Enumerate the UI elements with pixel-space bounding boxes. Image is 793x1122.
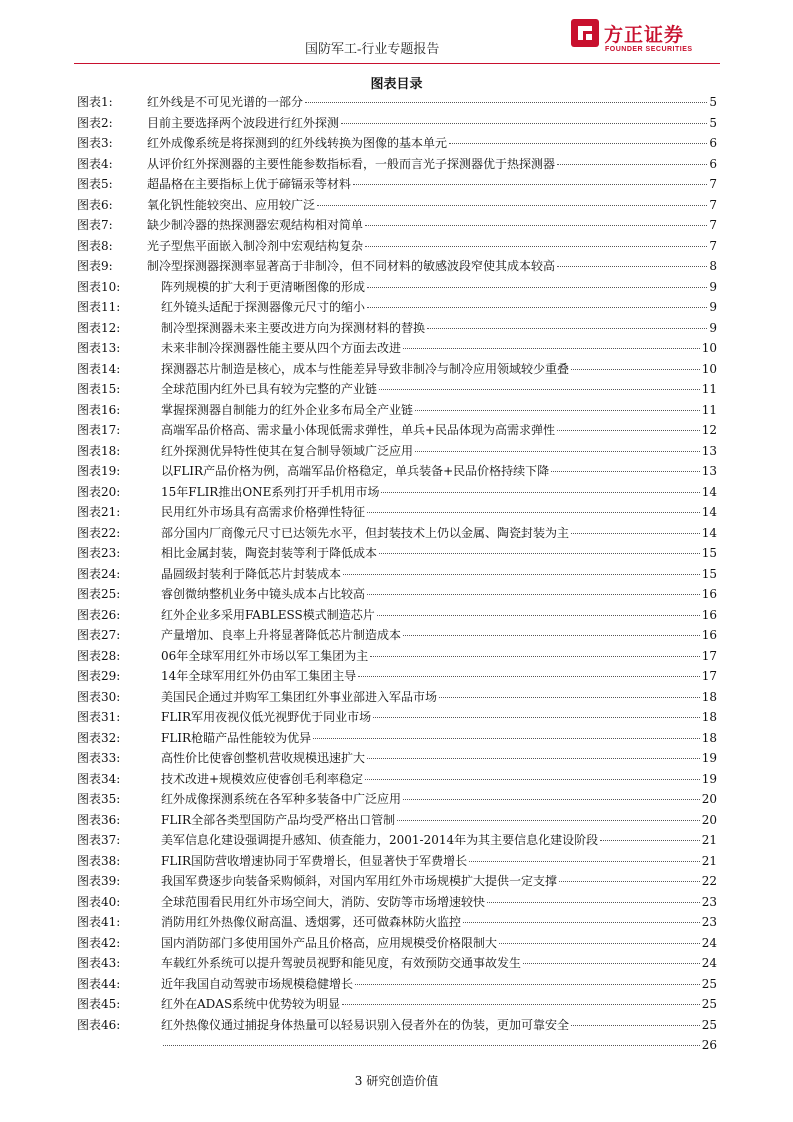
toc-entry-text: FLIR全部各类型国防产品均受严格出口管制 [161, 812, 396, 827]
toc-leader-dots [463, 922, 700, 923]
toc-entry[interactable] [77, 195, 717, 216]
toc-entry-label: 图表31: [77, 710, 121, 724]
toc-entry-text: 相比金属封装，陶瓷封装等利于降低成本 [161, 546, 378, 560]
toc-leader-dots [415, 451, 700, 452]
toc-leader-dots [557, 266, 707, 267]
toc-entry[interactable] [77, 994, 717, 1015]
toc-entry-page: 15 [701, 546, 717, 560]
toc-entry-text: 部分国内厂商像元尺寸已达领先水平，但封装技术上仍以金属、陶瓷封装为主 [161, 525, 570, 540]
toc-entry[interactable] [77, 564, 717, 585]
toc-leader-dots [358, 676, 699, 677]
toc-leader-dots [551, 471, 700, 472]
toc-entry-page: 18 [701, 710, 717, 724]
page-footer: 3 研究创造价值 [354, 1074, 439, 1088]
toc-leader-dots [427, 328, 707, 329]
toc-leader-dots [367, 307, 707, 308]
toc-entry-page: 5 [709, 115, 717, 130]
toc-leader-dots [367, 594, 700, 595]
toc-entry-text: 美军信息化建设强调提升感知、侦查能力，2001-2014年为其主要信息化建设阶段 [161, 833, 599, 847]
toc-entry[interactable] [77, 543, 717, 564]
toc-entry[interactable] [77, 338, 717, 359]
toc-entry-text: 15年FLIR推出ONE系列打开手机用市场 [161, 484, 380, 499]
toc-leader-dots [355, 984, 700, 985]
toc-entry[interactable] [77, 523, 717, 544]
toc-leader-dots [163, 1045, 700, 1046]
toc-leader-dots [343, 574, 700, 575]
toc-entry[interactable] [77, 687, 717, 708]
toc-entry-text: 氧化钒性能较突出、应用较广泛 [147, 197, 316, 212]
toc-entry-page: 12 [701, 423, 717, 437]
toc-leader-dots [397, 820, 700, 821]
toc-leader-dots [353, 184, 707, 185]
toc-leader-dots [365, 779, 700, 780]
toc-entry-text: 以FLIR产品价格为例，高端军品价格稳定，单兵装备+民品价格持续下降 [161, 464, 550, 478]
toc-entry-text: 睿创微纳整机业务中镜头成本占比较高 [161, 587, 366, 601]
toc-entry[interactable] [77, 605, 717, 626]
toc-entry-page: 7 [709, 238, 717, 253]
toc-entry[interactable] [77, 625, 717, 646]
toc-entry-label: 图表43: [77, 956, 121, 970]
toc-entry-text: 红外镜头适配于探测器像元尺寸的缩小 [161, 300, 366, 314]
toc-entry-label: 图表18: [77, 443, 121, 458]
toc-entry-text: 高端军品价格高、需求量小体现低需求弹性，单兵+民品体现为高需求弹性 [161, 423, 556, 437]
toc-entry-label: 图表35: [77, 792, 121, 806]
toc-entry[interactable] [77, 728, 717, 749]
toc-leader-dots [377, 615, 700, 616]
toc-entry-label: 图表45: [77, 997, 121, 1011]
toc-entry-label: 图表40: [77, 894, 121, 909]
toc-entry[interactable] [77, 666, 717, 687]
toc-entry-page: 6 [709, 156, 717, 171]
toc-leader-dots [341, 123, 707, 124]
toc-leader-dots [487, 902, 700, 903]
toc-entry-text: FLIR国防营收增速协同于军费增长，但显著快于军费增长 [161, 853, 468, 868]
toc-entry-page: 6 [709, 136, 717, 150]
toc-entry-page: 25 [701, 1017, 717, 1032]
toc-entry[interactable] [77, 748, 717, 769]
toc-entry-page: 18 [701, 689, 717, 704]
toc-entry-page: 23 [701, 915, 717, 929]
founder-logo-icon [570, 18, 600, 48]
toc-leader-dots [600, 840, 700, 841]
toc-leader-dots [557, 164, 707, 165]
toc-entry-label: 图表16: [77, 402, 121, 417]
toc-leader-dots [403, 635, 700, 636]
logo-chinese-name: 方正证券 [604, 24, 685, 46]
toc-entry-label: 图表36: [77, 812, 121, 827]
toc-entry[interactable] [77, 584, 717, 605]
toc-entry-page: 19 [701, 751, 717, 765]
toc-entry[interactable] [77, 1035, 717, 1056]
toc-entry-text: 制冷型探测器探测率显著高于非制冷，但不同材料的敏感波段窄使其成本较高 [147, 259, 556, 273]
toc-entry-label: 图表5: [77, 177, 113, 191]
toc-entry[interactable] [77, 400, 717, 421]
toc-entry-page: 25 [701, 997, 717, 1011]
toc-title: 图表目录 [370, 77, 423, 92]
toc-entry-text: 车载红外系统可以提升驾驶员视野和能见度，有效预防交通事故发生 [161, 956, 522, 970]
toc-leader-dots [571, 1025, 700, 1026]
toc-entry-text: 红外探测优异特性使其在复合制导领域广泛应用 [161, 443, 414, 458]
toc-entry-page: 9 [709, 300, 717, 314]
toc-entry-label: 图表14: [77, 361, 121, 376]
toc-entry[interactable] [77, 851, 717, 872]
toc-entry-page: 8 [709, 259, 717, 273]
toc-entry-page: 7 [709, 218, 717, 232]
toc-leader-dots [559, 881, 700, 882]
toc-entry-label: 图表30: [77, 689, 121, 704]
toc-entry[interactable] [77, 974, 717, 995]
toc-entry[interactable] [77, 92, 717, 113]
toc-entry[interactable] [77, 318, 717, 339]
toc-entry-page: 13 [701, 464, 717, 478]
toc-entry[interactable] [77, 646, 717, 667]
toc-leader-dots [317, 205, 707, 206]
toc-entry[interactable] [77, 236, 717, 257]
toc-leader-dots [403, 348, 700, 349]
toc-entry-page: 20 [701, 812, 717, 827]
toc-entry[interactable] [77, 277, 717, 298]
toc-entry[interactable] [77, 215, 717, 236]
toc-entry[interactable] [77, 297, 717, 318]
toc-leader-dots [365, 246, 707, 247]
toc-entry-text: 从评价红外探测器的主要性能参数指标看，一般而言光子探测器优于热探测器 [147, 156, 556, 171]
toc-entry-label: 图表24: [77, 566, 121, 581]
toc-leader-dots [342, 1004, 700, 1005]
toc-entry[interactable] [77, 379, 717, 400]
toc-entry-text: 14年全球军用红外仍由军工集团主导 [161, 669, 357, 683]
toc-entry-text: 近年我国自动驾驶市场规模稳健增长 [161, 976, 354, 991]
toc-entry-text: FLIR枪瞄产品性能较为优异 [161, 730, 312, 745]
toc-entry-text: 未来非制冷探测器性能主要从四个方面去改进 [161, 341, 402, 355]
toc-entry-page: 9 [709, 279, 717, 294]
toc-entry-text: 晶圆级封装利于降低芯片封装成本 [161, 566, 342, 581]
toc-leader-dots [367, 758, 700, 759]
toc-leader-dots [523, 963, 700, 964]
toc-entry[interactable] [77, 953, 717, 974]
toc-entry-page: 17 [701, 648, 717, 663]
toc-entry-label: 图表6: [77, 197, 113, 212]
toc-leader-dots [439, 697, 700, 698]
toc-leader-dots [370, 656, 699, 657]
toc-entry[interactable] [77, 810, 717, 831]
toc-entry-label: 图表46: [77, 1017, 121, 1032]
toc-entry-label: 图表28: [77, 648, 121, 663]
toc-leader-dots [305, 102, 707, 103]
toc-entry[interactable] [77, 789, 717, 810]
toc-entry-page: 14 [701, 484, 717, 499]
toc-entry-label: 图表12: [77, 320, 121, 335]
toc-entry-text: 全球范围内红外已具有较为完整的产业链 [161, 382, 378, 396]
toc-leader-dots [571, 533, 700, 534]
toc-leader-dots [469, 861, 700, 862]
toc-entry-text: 国内消防部门多使用国外产品且价格高，应用规模受价格限制大 [161, 935, 498, 950]
toc-entry-page: 5 [709, 95, 717, 109]
toc-entry-label: 图表33: [77, 751, 121, 765]
toc-entry-page: 11 [701, 382, 717, 396]
toc-entry-text: 全球范围看民用红外市场空间大，消防、安防等市场增速较快 [161, 894, 486, 909]
toc-entry-page: 16 [701, 587, 717, 601]
toc-leader-dots [381, 492, 699, 493]
toc-entry-text: 目前主要选择两个波段进行红外探测 [147, 115, 340, 130]
toc-entry[interactable] [77, 502, 717, 523]
toc-entry-page: 7 [709, 177, 717, 191]
toc-entry-text: 产量增加、良率上升将显著降低芯片制造成本 [161, 628, 402, 642]
toc-entry[interactable] [77, 133, 717, 154]
toc-entry-label: 图表29: [77, 669, 121, 683]
toc-leader-dots [367, 512, 700, 513]
toc-entry-page: 21 [701, 833, 717, 847]
toc-entry-page: 9 [709, 320, 717, 335]
toc-entry-text: 我国军费逐步向装备采购倾斜，对国内军用红外市场规模扩大提供一定支撑 [161, 874, 558, 888]
toc-entry-label: 图表1: [77, 95, 113, 109]
toc-entry-page: 15 [701, 566, 717, 581]
toc-leader-dots [557, 430, 700, 431]
toc-entry-label: 图表11: [77, 300, 121, 314]
report-title: 国防军工-行业专题报告 [305, 41, 440, 56]
toc-entry[interactable] [77, 154, 717, 175]
toc-entry-text: 消防用红外热像仪耐高温、透烟雾，还可做森林防火监控 [161, 915, 462, 929]
toc-leader-dots [499, 943, 700, 944]
toc-entry[interactable] [77, 461, 717, 482]
toc-entry-text: 红外线是不可见光谱的一部分 [147, 95, 304, 109]
toc-entry-label: 图表44: [77, 976, 121, 991]
toc-leader-dots [373, 717, 700, 718]
toc-entry[interactable] [77, 420, 717, 441]
toc-entry-page: 17 [701, 669, 717, 683]
toc-entry-page: 10 [701, 341, 717, 355]
toc-entry[interactable] [77, 933, 717, 954]
toc-entry-label: 图表39: [77, 874, 121, 888]
toc-entry-page: 14 [701, 505, 717, 519]
toc-entry-text: 美国民企通过并购军工集团红外事业部进入军品市场 [161, 689, 438, 704]
toc-entry-label: 图表42: [77, 935, 121, 950]
toc-leader-dots [365, 225, 707, 226]
toc-entry-page: 7 [709, 197, 717, 212]
toc-leader-dots [379, 389, 700, 390]
toc-entry-label: 图表9: [77, 259, 113, 273]
toc-entry-text: 光子型焦平面嵌入制冷剂中宏观结构复杂 [147, 238, 364, 253]
toc-entry[interactable] [77, 1015, 717, 1036]
toc-entry[interactable] [77, 912, 717, 933]
toc-entry-page: 14 [701, 525, 717, 540]
page-header [74, 14, 720, 62]
toc-entry-label: 图表4: [77, 156, 113, 171]
toc-entry-label: 图表10: [77, 279, 121, 294]
toc-entry-label: 图表23: [77, 546, 121, 560]
toc-entry-text: 制冷型探测器未来主要改进方向为探测材料的替换 [161, 320, 426, 335]
toc-entry-page: 16 [701, 607, 717, 622]
toc-entry-label: 图表38: [77, 853, 121, 868]
toc-entry-text: 红外成像系统是将探测到的红外线转换为图像的基本单元 [147, 136, 448, 150]
toc-entry-text: 红外在ADAS系统中优势较为明显 [161, 997, 341, 1011]
toc-entry[interactable] [77, 482, 717, 503]
toc-entry[interactable] [77, 769, 717, 790]
toc-entry-text: 红外企业多采用FABLESS模式制造芯片 [161, 607, 375, 622]
toc-leader-dots [415, 410, 700, 411]
toc-entry[interactable] [77, 174, 717, 195]
toc-entry-label: 图表34: [77, 771, 121, 786]
toc-entry-label: 图表8: [77, 238, 113, 253]
toc-entry-page: 10 [701, 361, 717, 376]
header-divider [74, 63, 720, 64]
toc-entry-label: 图表32: [77, 730, 121, 745]
toc-entry-label: 图表27: [77, 628, 121, 642]
toc-leader-dots [449, 143, 707, 144]
toc-entry[interactable] [77, 871, 717, 892]
toc-entry-text: 红外热像仪通过捕捉身体热量可以轻易识别入侵者外在的伪装，更加可靠安全 [161, 1017, 570, 1032]
toc-entry-text: 06年全球军用红外市场以军工集团为主 [161, 648, 369, 663]
toc-leader-dots [379, 553, 700, 554]
toc-entry-label: 图表2: [77, 115, 113, 130]
toc-entry-page: 26 [701, 1038, 717, 1052]
toc-entry-page: 16 [701, 628, 717, 642]
figure-index-list [77, 92, 717, 1056]
toc-entry-page: 22 [701, 874, 717, 888]
toc-entry-page: 20 [701, 792, 717, 806]
toc-entry-page: 18 [701, 730, 717, 745]
toc-entry-text: 民用红外市场具有高需求价格弹性特征 [161, 505, 366, 519]
toc-entry-label: 图表13: [77, 341, 121, 355]
toc-entry-label: 图表7: [77, 218, 113, 232]
toc-entry-text: 红外成像探测系统在各军种多装备中广泛应用 [161, 792, 402, 806]
toc-entry-text: 技术改进+规模效应使睿创毛利率稳定 [161, 771, 364, 786]
toc-entry-page: 13 [701, 443, 717, 458]
toc-entry-page: 21 [701, 853, 717, 868]
toc-entry[interactable] [77, 441, 717, 462]
toc-entry-text: 探测器芯片制造是核心，成本与性能差异导致非制冷与制冷应用领域较少重叠 [161, 361, 570, 376]
toc-entry[interactable] [77, 830, 717, 851]
founder-securities-logo [570, 14, 720, 62]
toc-entry[interactable] [77, 892, 717, 913]
toc-entry-text: 超晶格在主要指标上优于碲镉汞等材料 [147, 177, 352, 191]
toc-entry-page: 24 [701, 956, 717, 970]
toc-entry-label: 图表15: [77, 382, 121, 396]
toc-entry-label: 图表17: [77, 423, 121, 437]
toc-entry-text: 高性价比使睿创整机营收规模迅速扩大 [161, 751, 366, 765]
toc-leader-dots [367, 287, 707, 288]
toc-leader-dots [313, 738, 700, 739]
toc-entry-text: FLIR军用夜视仪低光视野优于同业市场 [161, 710, 372, 724]
toc-entry-label: 图表3: [77, 136, 113, 150]
logo-english-name: FOUNDER SECURITIES [605, 46, 693, 53]
toc-entry[interactable] [77, 113, 717, 134]
toc-entry-label: 图表20: [77, 484, 121, 499]
toc-entry-page: 24 [701, 935, 717, 950]
toc-entry-page: 11 [701, 402, 717, 417]
toc-entry-label: 图表21: [77, 505, 121, 519]
toc-entry-label: 图表22: [77, 525, 121, 540]
toc-entry-text: 缺少制冷器的热探测器宏观结构相对简单 [147, 218, 364, 232]
toc-entry-page: 25 [701, 976, 717, 991]
toc-entry[interactable] [77, 359, 717, 380]
toc-leader-dots [403, 799, 700, 800]
toc-entry-label: 图表25: [77, 587, 121, 601]
toc-entry-page: 23 [701, 894, 717, 909]
toc-entry-label: 图表26: [77, 607, 121, 622]
toc-entry-label: 图表19: [77, 464, 121, 478]
toc-entry-label: 图表37: [77, 833, 121, 847]
toc-entry[interactable] [77, 707, 717, 728]
toc-entry-label: 图表41: [77, 915, 121, 929]
toc-leader-dots [571, 369, 700, 370]
toc-entry-text: 掌握探测器自制能力的红外企业多布局全产业链 [161, 402, 414, 417]
toc-entry[interactable] [77, 256, 717, 277]
toc-entry-page: 19 [701, 771, 717, 786]
toc-entry-text: 阵列规模的扩大利于更清晰图像的形成 [161, 279, 366, 294]
